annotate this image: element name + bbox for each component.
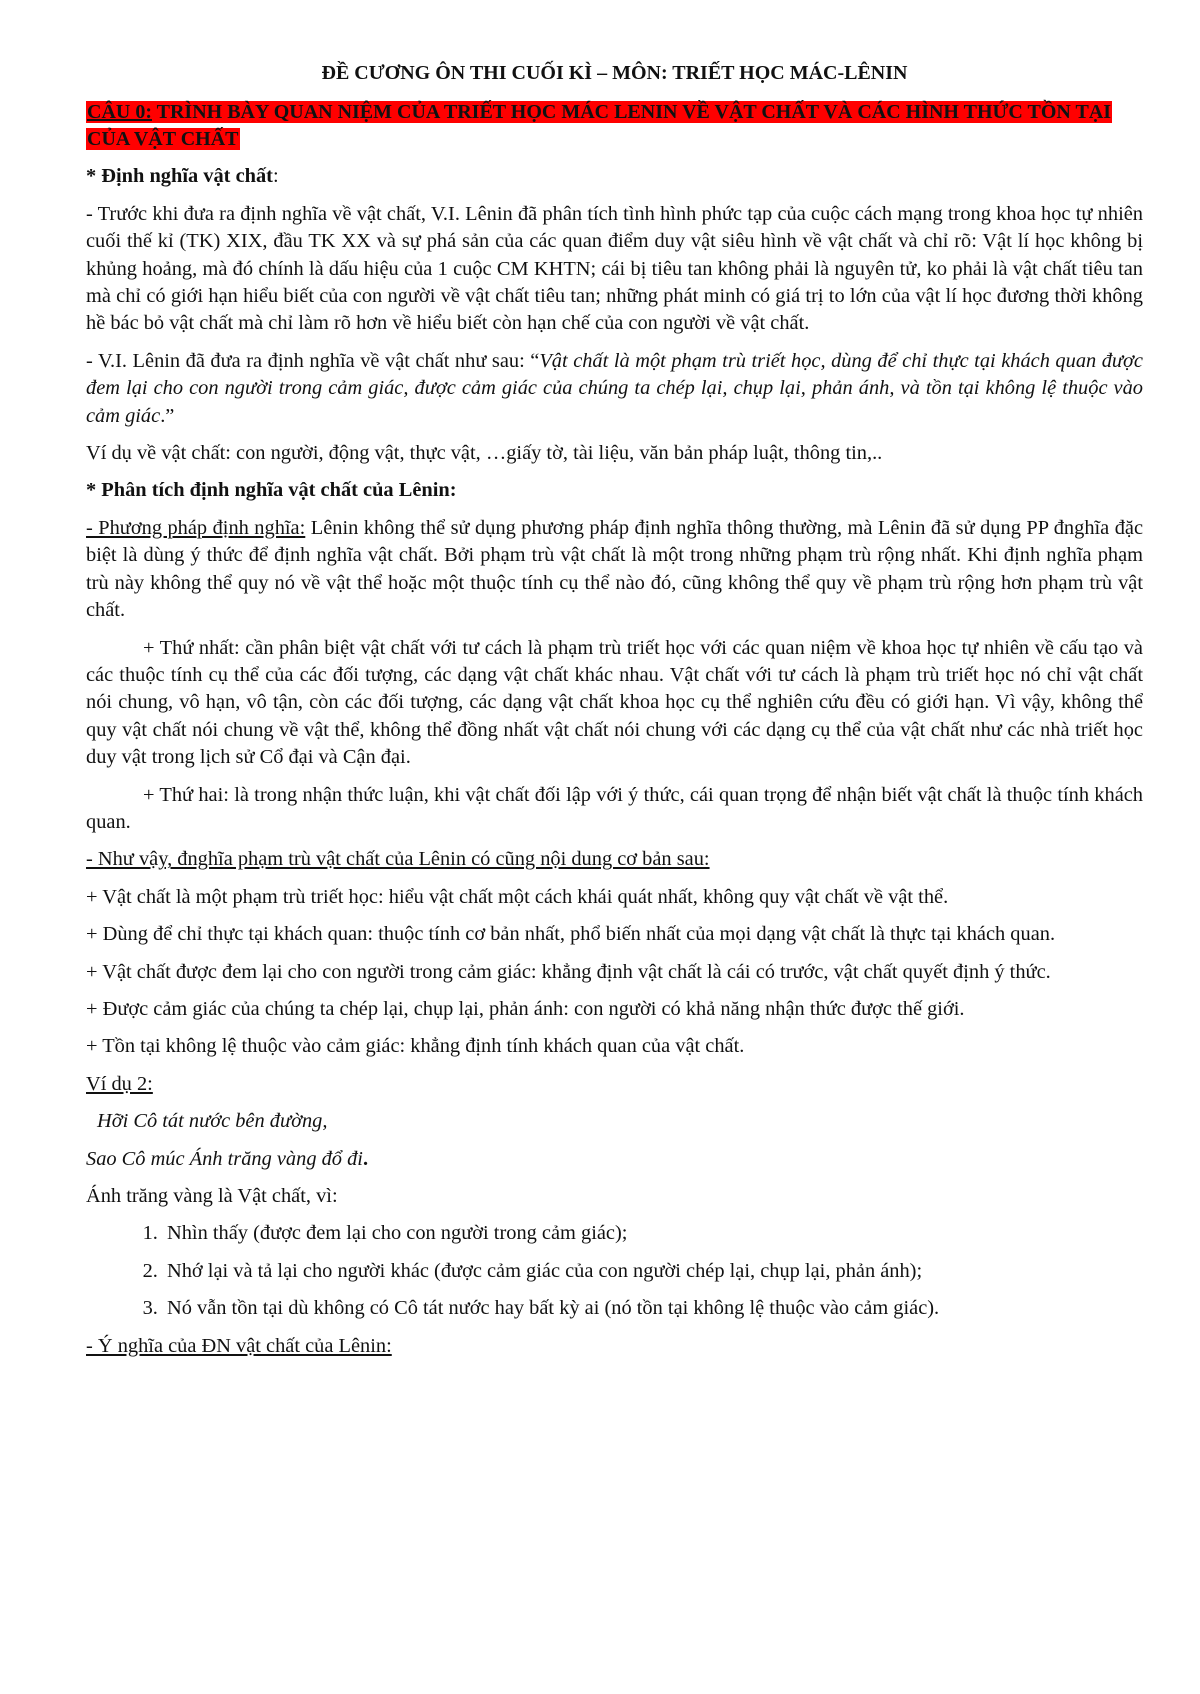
content-point: + Dùng để chỉ thực tại khách quan: thuộc tính cơ bản nhất, phổ biến nhất của mọi dạng vật chất là thực tại khách quan. bbox=[86, 923, 1056, 946]
method-text: Lênin không thể sử dụng phương pháp định nghĩa thông thường, mà Lênin đã sử dụng PP đnghĩa đặc biệt là dùng ý thức để định nghĩa vật chất. Bởi phạm trù vật chất là một trong những phạm trù rộng nhất. Khi định nghĩa phạm trù này không thể quy nó về vật thể hoặc một thuộc tính cụ thể nào đó, cũng không thể quy về phạm trù rộng hơn phạm trù vật chất. bbox=[86, 516, 1143, 622]
content-point: + Tồn tại không lệ thuộc vào cảm giác: khẳng định tính khách quan của vật chất. bbox=[86, 1035, 745, 1058]
question-label: CÂU 0: bbox=[87, 101, 152, 124]
question-text: TRÌNH BÀY QUAN NIỆM CỦA TRIẾT HỌC MÁC LENIN VỀ VẬT CHẤT VÀ CÁC HÌNH THỨC TỒN TẠI CỦA VẬT CHẤT bbox=[87, 101, 1112, 151]
poem-line-2 bbox=[86, 1146, 1143, 1173]
example-intro: Ánh trăng vàng là Vật chất, vì: bbox=[86, 1185, 338, 1207]
reason-item: 3. Nó vẫn tồn tại dù không có Cô tát nước hay bất kỳ ai (nó tồn tại không lệ thuộc vào cảm giác). bbox=[163, 1295, 1143, 1322]
definition-heading-text: * Định nghĩa vật chất bbox=[86, 165, 273, 188]
first-point: + Thứ nhất: cần phân biệt vật chất với tư cách là phạm trù triết học với các quan niệm về khoa học tự nhiên về cấu tạo và các thuộc tính cụ thể của các đối tượng, các dạng vật chất khác nhau. Vật chất với tư cách là phạm trù triết học nó chỉ vật chất nói chung, vô hạn, vô tận, còn các đối tượng, các dạng vật chất khoa học cụ thể nghiên cứu đều có giới hạn. Vì vậy, không thể quy vật chất nói chung về vật thể, không thể đồng nhất vật chất nói chung với các dạng cụ thể của vật chất như các nhà triết học duy vật trong lịch sử Cổ đại và Cận đại. bbox=[86, 636, 1143, 769]
content-point: + Vật chất là một phạm trù triết học: hiểu vật chất một cách khái quát nhất, không quy vật chất về vật thể. bbox=[86, 885, 949, 908]
definition-quote: Vật chất là một phạm trù triết học, dùng để chỉ thực tại khách quan được đem lại cho con người trong cảm giác, được cảm giác của chúng ta chép lại, chụp lại, phản ánh, và tồn tại không lệ thuộc vào cảm giác bbox=[86, 349, 1143, 427]
paragraph-examples: Ví dụ về vật chất: con người, động vật, thực vật, …giấy tờ, tài liệu, văn bản pháp luật, thông tin,.. bbox=[86, 442, 883, 465]
analysis-heading: * Phân tích định nghĩa vật chất của Lênin: bbox=[86, 479, 457, 502]
content-point: + Vật chất được đem lại cho con người trong cảm giác: khẳng định vật chất là cái có trước, vật chất quyết định ý thức. bbox=[86, 960, 1051, 983]
reason-item: 1. Nhìn thấy (được đem lại cho con người trong cảm giác); bbox=[163, 1220, 1143, 1247]
poem-line-2-end: . bbox=[362, 1147, 369, 1170]
poem-line-2-text: Sao Cô múc Ánh trăng vàng đổ đi bbox=[86, 1147, 363, 1170]
poem-line-1: Hỡi Cô tát nước bên đường, bbox=[97, 1110, 328, 1133]
reason-item: 2. Nhớ lại và tả lại cho người khác (được cảm giác của con người chép lại, chụp lại, phản ánh); bbox=[163, 1258, 1143, 1285]
definition-lead: - V.I. Lênin đã đưa ra định nghĩa về vật chất như sau: “ bbox=[86, 349, 540, 372]
paragraph-context: - Trước khi đưa ra định nghĩa về vật chất, V.I. Lênin đã phân tích tình hình phức tạp của cuộc cách mạng trong khoa học tự nhiên cuối thế kỉ (TK) XIX, đầu TK XX và sự phá sản của các quan điểm duy vật siêu hình về vật chất và chỉ rõ: Vật lí học không bị khủng hoảng, mà đó chính là dấu hiệu của 1 cuộc CM KHTN; cái bị tiêu tan không phải là nguyên tử, ko phải là vật chất tiêu tan mà chỉ có giới hạn hiểu biết của con người về vật chất tiêu tan; những phát minh có giá trị to lớn của vật lí học đương thời không hề bác bỏ vật chất mà chỉ làm rõ hơn về hiểu biết còn hạn chế của con người về vật chất. bbox=[86, 202, 1143, 335]
summary-label: - Như vậy, đnghĩa phạm trù vật chất của Lênin có cũng nội dung cơ bản sau: bbox=[86, 848, 710, 871]
example-2-label: Ví dụ 2: bbox=[86, 1072, 153, 1095]
definition-tail: .” bbox=[160, 404, 175, 427]
paragraph-method bbox=[86, 515, 1143, 625]
method-label: - Phương pháp định nghĩa: bbox=[86, 516, 306, 539]
definition-heading-colon: : bbox=[272, 165, 279, 188]
reasons-list bbox=[86, 1220, 1143, 1322]
second-point: + Thứ hai: là trong nhận thức luận, khi vật chất đối lập với ý thức, cái quan trọng để nhận biết vật chất là thuộc tính khách quan. bbox=[86, 783, 1143, 833]
question-heading bbox=[86, 99, 1143, 153]
content-point: + Được cảm giác của chúng ta chép lại, chụp lại, phản ánh: con người có khả năng nhận thức được thế giới. bbox=[86, 997, 965, 1020]
definition-heading bbox=[86, 163, 1143, 190]
document-title: ĐỀ CƯƠNG ÔN THI CUỐI KÌ – MÔN: TRIẾT HỌC MÁC-LÊNIN bbox=[321, 62, 908, 84]
meaning-label: - Ý nghĩa của ĐN vật chất của Lênin: bbox=[86, 1334, 392, 1357]
paragraph-definition bbox=[86, 348, 1143, 430]
